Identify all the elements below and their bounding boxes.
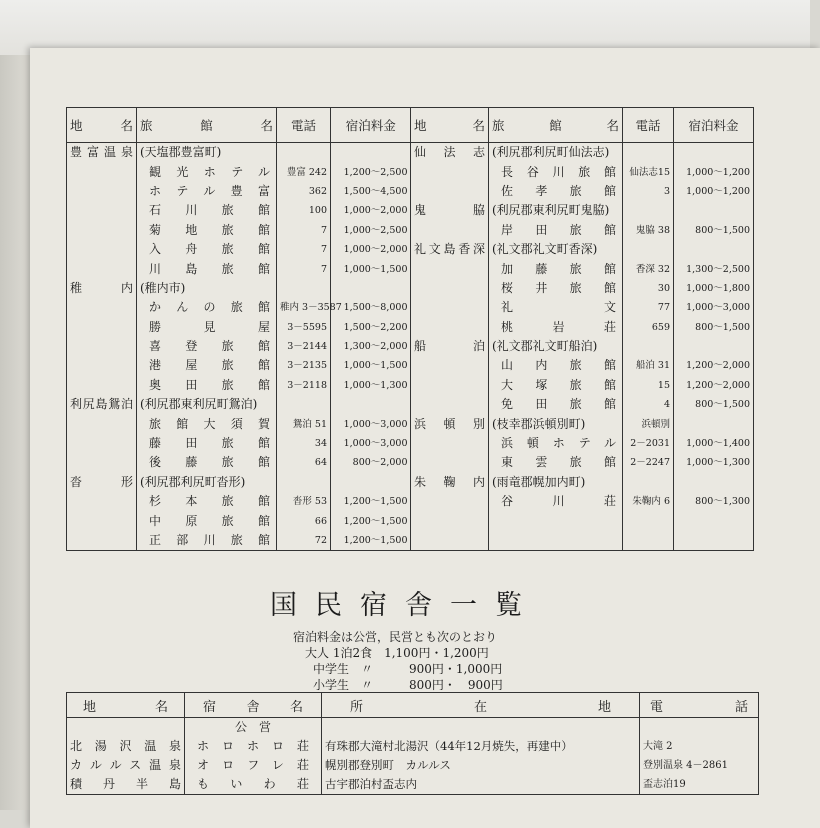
- header-phone: 電 話: [640, 693, 759, 718]
- district-cell: [411, 182, 489, 201]
- table-row: [67, 162, 411, 181]
- group-location-cell: (稚内市): [137, 279, 277, 298]
- inn-name-cell: 桜井旅館: [489, 279, 623, 298]
- phone-cell: [277, 143, 331, 163]
- phone-cell: 100: [277, 201, 331, 220]
- district-cell: 仙法志: [411, 143, 489, 163]
- rate-adult: 大人 1泊2食 1,100円・1,200円: [305, 646, 489, 660]
- lodge-address: 有珠郡大滝村北湯沢（44年12月焼失，再建中）: [322, 737, 640, 756]
- phone-cell: 64: [277, 453, 331, 472]
- district-cell: [67, 201, 137, 220]
- section-title: 国民宿舎一覧: [270, 590, 540, 621]
- table-row: [67, 337, 411, 356]
- phone-cell: [623, 531, 674, 551]
- phone-cell: 稚内 3－3587: [277, 298, 331, 317]
- district-cell: [67, 434, 137, 453]
- lodge-name: オロフレ荘: [185, 756, 322, 775]
- table-row: [67, 511, 411, 530]
- district-cell: [411, 221, 489, 240]
- phone-cell: 船泊 31: [623, 356, 674, 375]
- price-cell: 1,000～2,000: [343, 205, 408, 217]
- header-price: 宿泊料金: [331, 108, 411, 143]
- table-row: [67, 356, 411, 375]
- table-row: [411, 240, 754, 259]
- phone-cell: 15: [623, 376, 674, 395]
- district-cell: [411, 511, 489, 530]
- table-row: [411, 376, 754, 395]
- inn-name-cell: 礼文: [489, 298, 623, 317]
- table-row: [67, 279, 411, 298]
- phone-cell: 3: [623, 182, 674, 201]
- table-row: [67, 259, 411, 278]
- district-cell: [67, 162, 137, 181]
- header-lodge: 宿舎名: [185, 693, 322, 718]
- price-cell: [674, 473, 754, 492]
- price-cell: [331, 473, 411, 492]
- header-phone: 電話: [277, 108, 331, 143]
- price-cell: 1,500～8,000: [343, 302, 408, 314]
- table-header-row: [67, 693, 759, 718]
- district-cell: [411, 318, 489, 337]
- price-cell: [331, 395, 411, 414]
- district-cell: [67, 298, 137, 317]
- inn-name-cell: 後藤旅館: [137, 453, 277, 472]
- table-row: [67, 221, 411, 240]
- inn-name-cell: 佐孝旅館: [489, 182, 623, 201]
- price-cell: 1,500～2,200: [343, 321, 408, 333]
- price-cell: 1,000～3,000: [686, 302, 750, 314]
- table-row: [67, 240, 411, 259]
- table-row: [411, 143, 754, 163]
- district-cell: [67, 337, 137, 356]
- table-row: [67, 453, 411, 472]
- inn-name-cell: 山内旅館: [489, 356, 623, 375]
- phone-cell: [277, 395, 331, 414]
- phone-cell: 7: [277, 259, 331, 278]
- inn-name-cell: [489, 531, 623, 551]
- background-left: [0, 55, 32, 810]
- price-cell: 1,000～1,400: [686, 438, 750, 450]
- table-header-row: [411, 108, 754, 143]
- table-row: [411, 259, 754, 278]
- price-cell: 1,200～2,000: [686, 379, 750, 391]
- lodge-name: ホロホロ荘: [185, 737, 322, 756]
- price-cell: [674, 240, 754, 259]
- inn-table-left: [66, 107, 411, 551]
- inn-name-cell: 観光ホテル: [137, 162, 277, 181]
- table-row: [411, 279, 754, 298]
- table-row: [411, 201, 754, 220]
- phone-cell: [623, 473, 674, 492]
- district-cell: [411, 298, 489, 317]
- price-cell: 800～1,500: [695, 321, 750, 333]
- phone-cell: 3－2118: [277, 376, 331, 395]
- district-cell: 鬼脇: [411, 201, 489, 220]
- inn-name-cell: 勝見屋: [137, 318, 277, 337]
- table-row: [67, 376, 411, 395]
- phone-cell: 66: [277, 511, 331, 530]
- table-row: [67, 414, 411, 433]
- price-cell: 1,000～3,000: [343, 418, 408, 430]
- district-cell: 朱鞠内: [411, 473, 489, 492]
- price-cell: 1,000～3,000: [343, 438, 408, 450]
- phone-cell: 4: [623, 395, 674, 414]
- lodge-district: 北湯沢温泉: [67, 737, 185, 756]
- phone-cell: [623, 337, 674, 356]
- table-row: [67, 492, 411, 511]
- price-cell: 1,000～1,200: [686, 166, 750, 178]
- price-cell: 1,000～1,300: [686, 457, 750, 469]
- phone-cell: 3－2135: [277, 356, 331, 375]
- table-row: [411, 395, 754, 414]
- phone-cell: 豊富 242: [277, 162, 331, 181]
- lodge-phone: 盃志泊19: [643, 779, 686, 790]
- district-cell: [67, 376, 137, 395]
- table-row: [411, 337, 754, 356]
- lodge-address: 古宇郡泊村盃志内: [322, 775, 640, 795]
- price-cell: [674, 531, 754, 551]
- inn-table-right: [410, 107, 754, 551]
- rate-child: 小学生 〃 800円・ 900円: [313, 678, 503, 692]
- inn-name-cell: 岸田旅館: [489, 221, 623, 240]
- phone-cell: 659: [623, 318, 674, 337]
- phone-cell: [623, 201, 674, 220]
- phone-cell: 香深 32: [623, 259, 674, 278]
- district-cell: [411, 395, 489, 414]
- lodge-phone: 登別温泉 4－2861: [643, 760, 728, 771]
- national-lodge-table: [66, 692, 759, 795]
- district-cell: [67, 259, 137, 278]
- lodge-district: カルルス温泉: [67, 756, 185, 775]
- price-cell: [674, 414, 754, 433]
- inn-name-cell: かんの旅館: [137, 298, 277, 317]
- price-cell: 1,200～1,500: [343, 535, 408, 546]
- table-row: [67, 775, 759, 795]
- district-cell: [67, 414, 137, 433]
- phone-cell: 362: [277, 182, 331, 201]
- table-row: [411, 298, 754, 317]
- phone-cell: 34: [277, 434, 331, 453]
- district-cell: [67, 492, 137, 511]
- price-cell: 1,000～2,000: [343, 244, 408, 256]
- phone-cell: 沓形 53: [277, 492, 331, 511]
- inn-name-cell: 長谷川旅館: [489, 162, 623, 181]
- price-cell: [674, 511, 754, 530]
- inn-name-cell: 大塚旅館: [489, 376, 623, 395]
- header-district: 地 名: [411, 108, 489, 143]
- lodge-phone: 大滝 2: [643, 741, 673, 752]
- price-cell: [331, 279, 411, 298]
- group-location-cell: (天塩郡豊富町): [137, 143, 277, 163]
- phone-cell: 鴛泊 51: [277, 414, 331, 433]
- inn-name-cell: 浜頓ホテル: [489, 434, 623, 453]
- inn-name-cell: 正部川旅館: [137, 531, 277, 551]
- phone-cell: 7: [277, 221, 331, 240]
- district-cell: [67, 240, 137, 259]
- table-row: [411, 318, 754, 337]
- district-cell: 船泊: [411, 337, 489, 356]
- table-row: [67, 143, 411, 163]
- table-row: [411, 473, 754, 492]
- phone-cell: [623, 511, 674, 530]
- price-cell: 1,000～2,500: [343, 224, 408, 236]
- group-location-cell: (枝幸郡浜頓別町): [489, 414, 623, 433]
- price-cell: 1,000～1,500: [343, 360, 408, 372]
- table-row: [67, 318, 411, 337]
- table-row: [67, 756, 759, 775]
- table-row: [411, 511, 754, 530]
- rate-intro: 宿泊料金は公営，民営とも次のとおり: [293, 630, 498, 644]
- inn-name-cell: 谷川荘: [489, 492, 623, 511]
- inn-name-cell: 港屋旅館: [137, 356, 277, 375]
- table-row: [411, 356, 754, 375]
- phone-cell: 77: [623, 298, 674, 317]
- rate-block: [293, 629, 503, 693]
- table-row: [411, 162, 754, 181]
- price-cell: 1,200～2,500: [343, 166, 408, 178]
- table-row: [67, 182, 411, 201]
- price-cell: 1,300～2,000: [343, 341, 408, 353]
- phone-cell: [623, 143, 674, 163]
- group-location-cell: (利尻郡利尻町沓形): [137, 473, 277, 492]
- district-cell: [411, 259, 489, 278]
- district-cell: 浜頓別: [411, 414, 489, 433]
- district-cell: [411, 279, 489, 298]
- group-location-cell: (礼文郡礼文町香深): [489, 240, 623, 259]
- district-cell: 沓形: [67, 473, 137, 492]
- phone-cell: 鬼脇 38: [623, 221, 674, 240]
- phone-cell: [623, 240, 674, 259]
- district-cell: [411, 492, 489, 511]
- inn-name-cell: 藤田旅館: [137, 434, 277, 453]
- district-cell: [411, 376, 489, 395]
- district-cell: 稚内: [67, 279, 137, 298]
- price-cell: 1,500～4,500: [343, 185, 408, 197]
- phone-cell: 3－2144: [277, 337, 331, 356]
- price-cell: [674, 143, 754, 163]
- table-row: [67, 737, 759, 756]
- lodge-district: 積丹半島: [67, 775, 185, 795]
- price-cell: 1,000～1,200: [686, 185, 750, 197]
- inn-name-cell: 加藤旅館: [489, 259, 623, 278]
- phone-cell: 仙法志15: [623, 162, 674, 181]
- table-row: [67, 473, 411, 492]
- lodge-name: もいわ荘: [185, 775, 322, 795]
- district-cell: [411, 434, 489, 453]
- group-label: 公 営: [185, 718, 322, 738]
- price-cell: [674, 337, 754, 356]
- phone-cell: [277, 473, 331, 492]
- district-cell: [67, 531, 137, 551]
- table-row: [411, 453, 754, 472]
- table-row: [67, 395, 411, 414]
- district-cell: 礼文島香深: [411, 240, 489, 259]
- price-cell: 1,000～1,300: [343, 379, 408, 391]
- inn-name-cell: 菊地旅館: [137, 221, 277, 240]
- table-row: [67, 201, 411, 220]
- group-location-cell: (利尻郡利尻町仙法志): [489, 143, 623, 163]
- header-address: 所 在 地: [322, 693, 640, 718]
- header-district: 地 名: [67, 693, 185, 718]
- table-row: [411, 182, 754, 201]
- inn-name-cell: 旅館大須賀: [137, 414, 277, 433]
- phone-cell: 朱鞠内 6: [623, 492, 674, 511]
- header-phone: 電話: [623, 108, 674, 143]
- table-row: [411, 531, 754, 551]
- inn-name-cell: [489, 511, 623, 530]
- district-cell: 利尻島鴛泊: [67, 395, 137, 414]
- district-cell: [67, 511, 137, 530]
- district-cell: [67, 318, 137, 337]
- lodge-address: 幌別郡登別町 カルルス: [322, 756, 640, 775]
- price-cell: [331, 143, 411, 163]
- table-row: [67, 298, 411, 317]
- price-cell: 1,000～1,500: [343, 263, 408, 275]
- price-cell: 800～1,500: [695, 224, 750, 236]
- price-cell: 1,000～1,800: [686, 282, 750, 294]
- district-cell: [67, 221, 137, 240]
- group-row: [67, 718, 759, 738]
- table-header-row: [67, 108, 411, 143]
- inn-name-cell: 奥田旅館: [137, 376, 277, 395]
- table-row: [411, 221, 754, 240]
- inn-name-cell: 免田旅館: [489, 395, 623, 414]
- inn-name-cell: 中原旅館: [137, 511, 277, 530]
- group-location-cell: (利尻郡東利尻町鬼脇): [489, 201, 623, 220]
- price-cell: 800～1,500: [695, 399, 750, 411]
- price-cell: 1,200～1,500: [343, 496, 408, 508]
- table-row: [67, 434, 411, 453]
- table-row: [411, 434, 754, 453]
- district-cell: [67, 356, 137, 375]
- phone-cell: 2－2247: [623, 453, 674, 472]
- district-cell: [411, 453, 489, 472]
- rate-junior: 中学生 〃 900円・1,000円: [313, 662, 503, 676]
- district-cell: [411, 162, 489, 181]
- inn-name-cell: ホテル豊富: [137, 182, 277, 201]
- price-cell: 1,300～2,500: [686, 263, 750, 275]
- inn-name-cell: 杉本旅館: [137, 492, 277, 511]
- table-row: [411, 492, 754, 511]
- group-location-cell: (利尻郡東利尻町鴛泊): [137, 395, 277, 414]
- header-district: 地 名: [67, 108, 137, 143]
- phone-cell: 3－5595: [277, 318, 331, 337]
- inn-name-cell: 喜登旅館: [137, 337, 277, 356]
- district-cell: [67, 182, 137, 201]
- inn-name-cell: 石川旅館: [137, 201, 277, 220]
- header-inn: 旅 館 名: [489, 108, 623, 143]
- phone-cell: [277, 279, 331, 298]
- district-cell: [411, 531, 489, 551]
- inn-name-cell: 東雲旅館: [489, 453, 623, 472]
- table-row: [67, 531, 411, 551]
- group-location-cell: (礼文郡礼文町船泊): [489, 337, 623, 356]
- phone-cell: 7: [277, 240, 331, 259]
- price-cell: 800～1,300: [695, 496, 750, 508]
- header-price: 宿泊料金: [674, 108, 754, 143]
- group-location-cell: (雨竜郡幌加内町): [489, 473, 623, 492]
- inn-name-cell: 桃岩荘: [489, 318, 623, 337]
- inn-name-cell: 入舟旅館: [137, 240, 277, 259]
- price-cell: 800～2,000: [352, 457, 408, 469]
- inn-name-cell: 川島旅館: [137, 259, 277, 278]
- district-cell: [67, 453, 137, 472]
- table-row: [411, 414, 754, 433]
- phone-cell: 2－2031: [623, 434, 674, 453]
- price-cell: 1,200～1,500: [343, 515, 408, 527]
- phone-cell: 72: [277, 531, 331, 551]
- header-inn: 旅 館 名: [137, 108, 277, 143]
- price-cell: [674, 201, 754, 220]
- district-cell: 豊富温泉: [67, 143, 137, 163]
- phone-cell: 浜頓別: [623, 414, 674, 433]
- district-cell: [411, 356, 489, 375]
- price-cell: 1,200～2,000: [686, 360, 750, 372]
- phone-cell: 30: [623, 279, 674, 298]
